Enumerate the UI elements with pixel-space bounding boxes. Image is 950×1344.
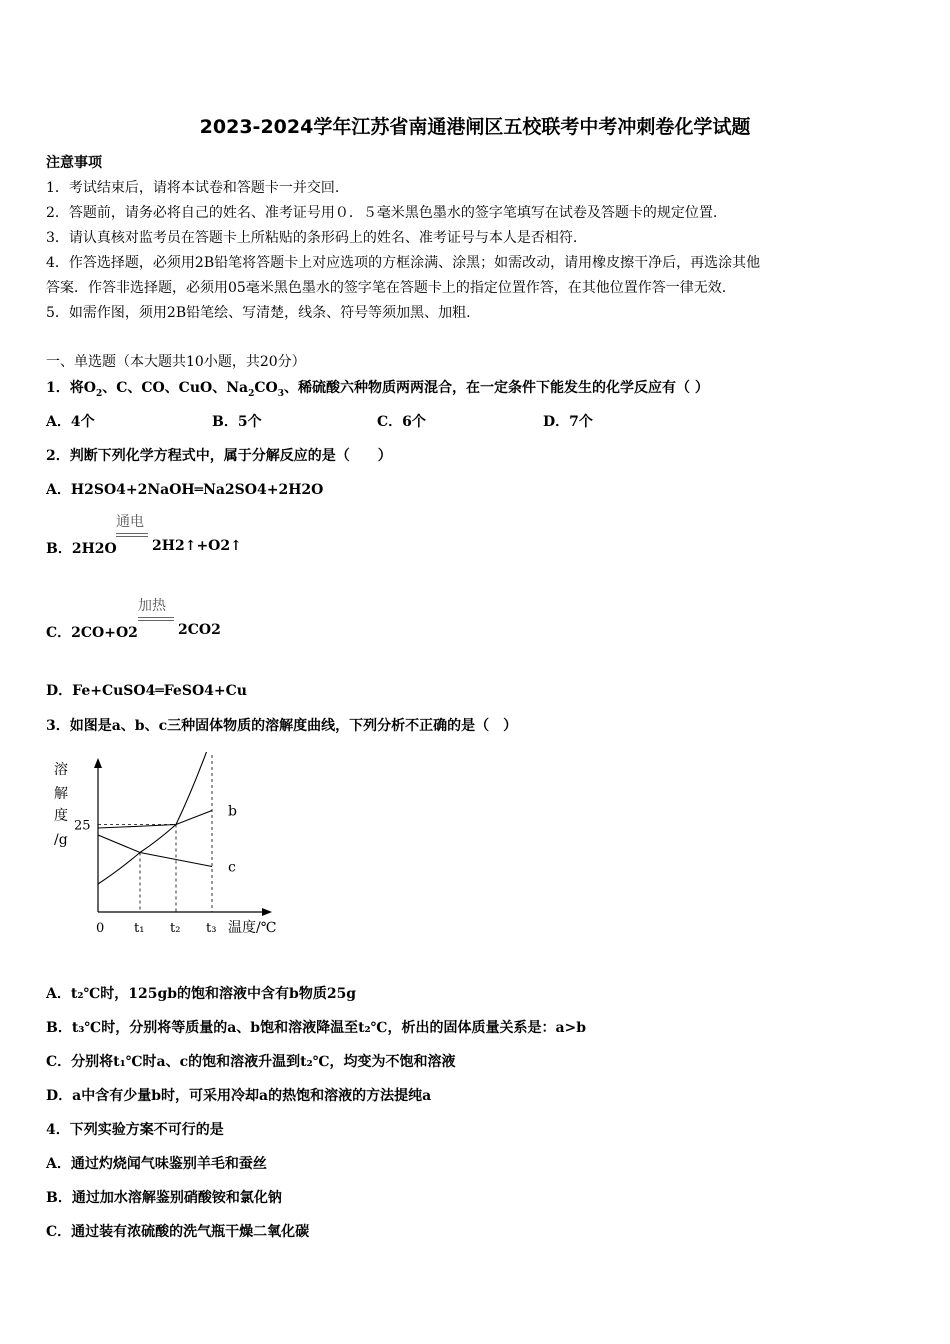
question-4-stem: 4．下列实验方案不可行的是 <box>46 1122 224 1138</box>
notice-item: 2．答题前，请务必将自己的姓名、准考证号用０．５毫米黑色墨水的签字笔填写在试卷及答题卡的规定位置. <box>46 205 718 221</box>
notice-heading: 注意事项 <box>46 155 102 171</box>
question-1-stem: 1．将$O_2$、C、CO、CuO、$Na_2CO_3$、稀硫酸六种物质两两混合，在一定条件下能发生的化学反应有（ ） <box>46 380 709 399</box>
series-line-c <box>98 835 212 867</box>
question-2-stem: 2．判断下列化学方程式中，属于分解反应的是（ ） <box>46 448 392 464</box>
series-label-c: c <box>228 859 236 876</box>
q2-option-c-right: 2CO2 <box>178 622 221 638</box>
q3-option-d: D．a中含有少量b时，可采用冷却a的热饱和溶液的方法提纯a <box>46 1088 432 1104</box>
solubility-chart <box>40 752 300 942</box>
q1-option-b: B．5个 <box>212 414 262 430</box>
q2-b-equals-line <box>116 533 148 534</box>
notice-item: 1．考试结束后，请将本试卷和答题卡一并交回. <box>46 180 340 196</box>
q2-option-c-left: C．2CO+O2 <box>46 625 138 641</box>
q1-option-d: D．7个 <box>543 414 593 430</box>
q4-option-c: C．通过装有浓硫酸的洗气瓶干燥二氧化碳 <box>46 1224 310 1240</box>
series-line-b <box>98 811 212 829</box>
page-title: 2023-2024学年江苏省南通港闸区五校联考中考冲刺卷化学试题 <box>199 116 751 138</box>
series-line-a <box>98 752 212 884</box>
x-tick-label: t₃ <box>206 921 217 936</box>
x-axis-arrow <box>262 908 272 916</box>
q2-option-b-right: 2H2↑+O2↑ <box>152 538 242 554</box>
series-label-b: b <box>228 803 237 820</box>
q2-b-equals-line <box>116 536 148 537</box>
q1-option-a: A．4个 <box>46 414 95 430</box>
q2-option-d: D．Fe+CuSO4═FeSO4+Cu <box>46 683 247 699</box>
q3-option-b: B．t₃℃时，分别将等质量的a、b饱和溶液降温至t₂℃，析出的固体质量关系是：a>b <box>46 1020 587 1036</box>
q2-option-a: A．H2SO4+2NaOH═Na2SO4+2H2O <box>46 482 324 498</box>
question-3-stem: 3．如图是a、b、c三种固体物质的溶解度曲线，下列分析不正确的是（ ） <box>46 718 518 734</box>
notice-item: 4．作答选择题，必须用2B铅笔将答题卡上对应选项的方框涂满、涂黑；如需改动，请用橡皮擦干净后，再选涂其他 <box>46 255 761 271</box>
q2-option-b-left: B．2H2O <box>46 541 117 557</box>
y-axis-label: 解 <box>54 786 68 802</box>
q2-c-condition: 加热 <box>138 598 166 614</box>
x-tick-label: t₂ <box>170 921 181 936</box>
x-tick-label: t₁ <box>134 921 145 936</box>
q2-b-condition: 通电 <box>116 514 144 530</box>
section-heading: 一、单选题（本大题共10小题，共20分） <box>46 354 306 370</box>
x-axis-label: 温度/℃ <box>228 920 277 936</box>
y-axis-label: 溶 <box>54 762 68 778</box>
q4-option-b: B．通过加水溶解鉴别硝酸铵和氯化钠 <box>46 1190 282 1206</box>
notice-item: 5．如需作图，须用2B铅笔绘、写清楚，线条、符号等须加黑、加粗. <box>46 305 471 321</box>
y-tick-label: 25 <box>74 818 91 834</box>
q4-option-a: A．通过灼烧闻气味鉴别羊毛和蚕丝 <box>46 1156 267 1172</box>
y-axis-arrow <box>94 758 102 768</box>
notice-item: 答案．作答非选择题，必须用05毫米黑色墨水的签字笔在答题卡上的指定位置作答，在其他位置作答一律无效. <box>46 280 727 296</box>
notice-item: 3．请认真核对监考员在答题卡上所粘贴的条形码上的姓名、准考证号与本人是否相符. <box>46 230 578 246</box>
q2-c-equals-line <box>138 620 174 621</box>
y-axis-label: 度 <box>54 808 68 824</box>
q3-option-c: C．分别将t₁℃时a、c的饱和溶液升温到t₂℃，均变为不饱和溶液 <box>46 1054 456 1070</box>
origin-label: 0 <box>96 921 105 936</box>
y-axis-label: /g <box>54 832 68 848</box>
q1-option-c: C．6个 <box>377 414 426 430</box>
q3-option-a: A．t₂℃时，125gb的饱和溶液中含有b物质25g <box>46 986 357 1002</box>
q2-c-equals-line <box>138 617 174 618</box>
